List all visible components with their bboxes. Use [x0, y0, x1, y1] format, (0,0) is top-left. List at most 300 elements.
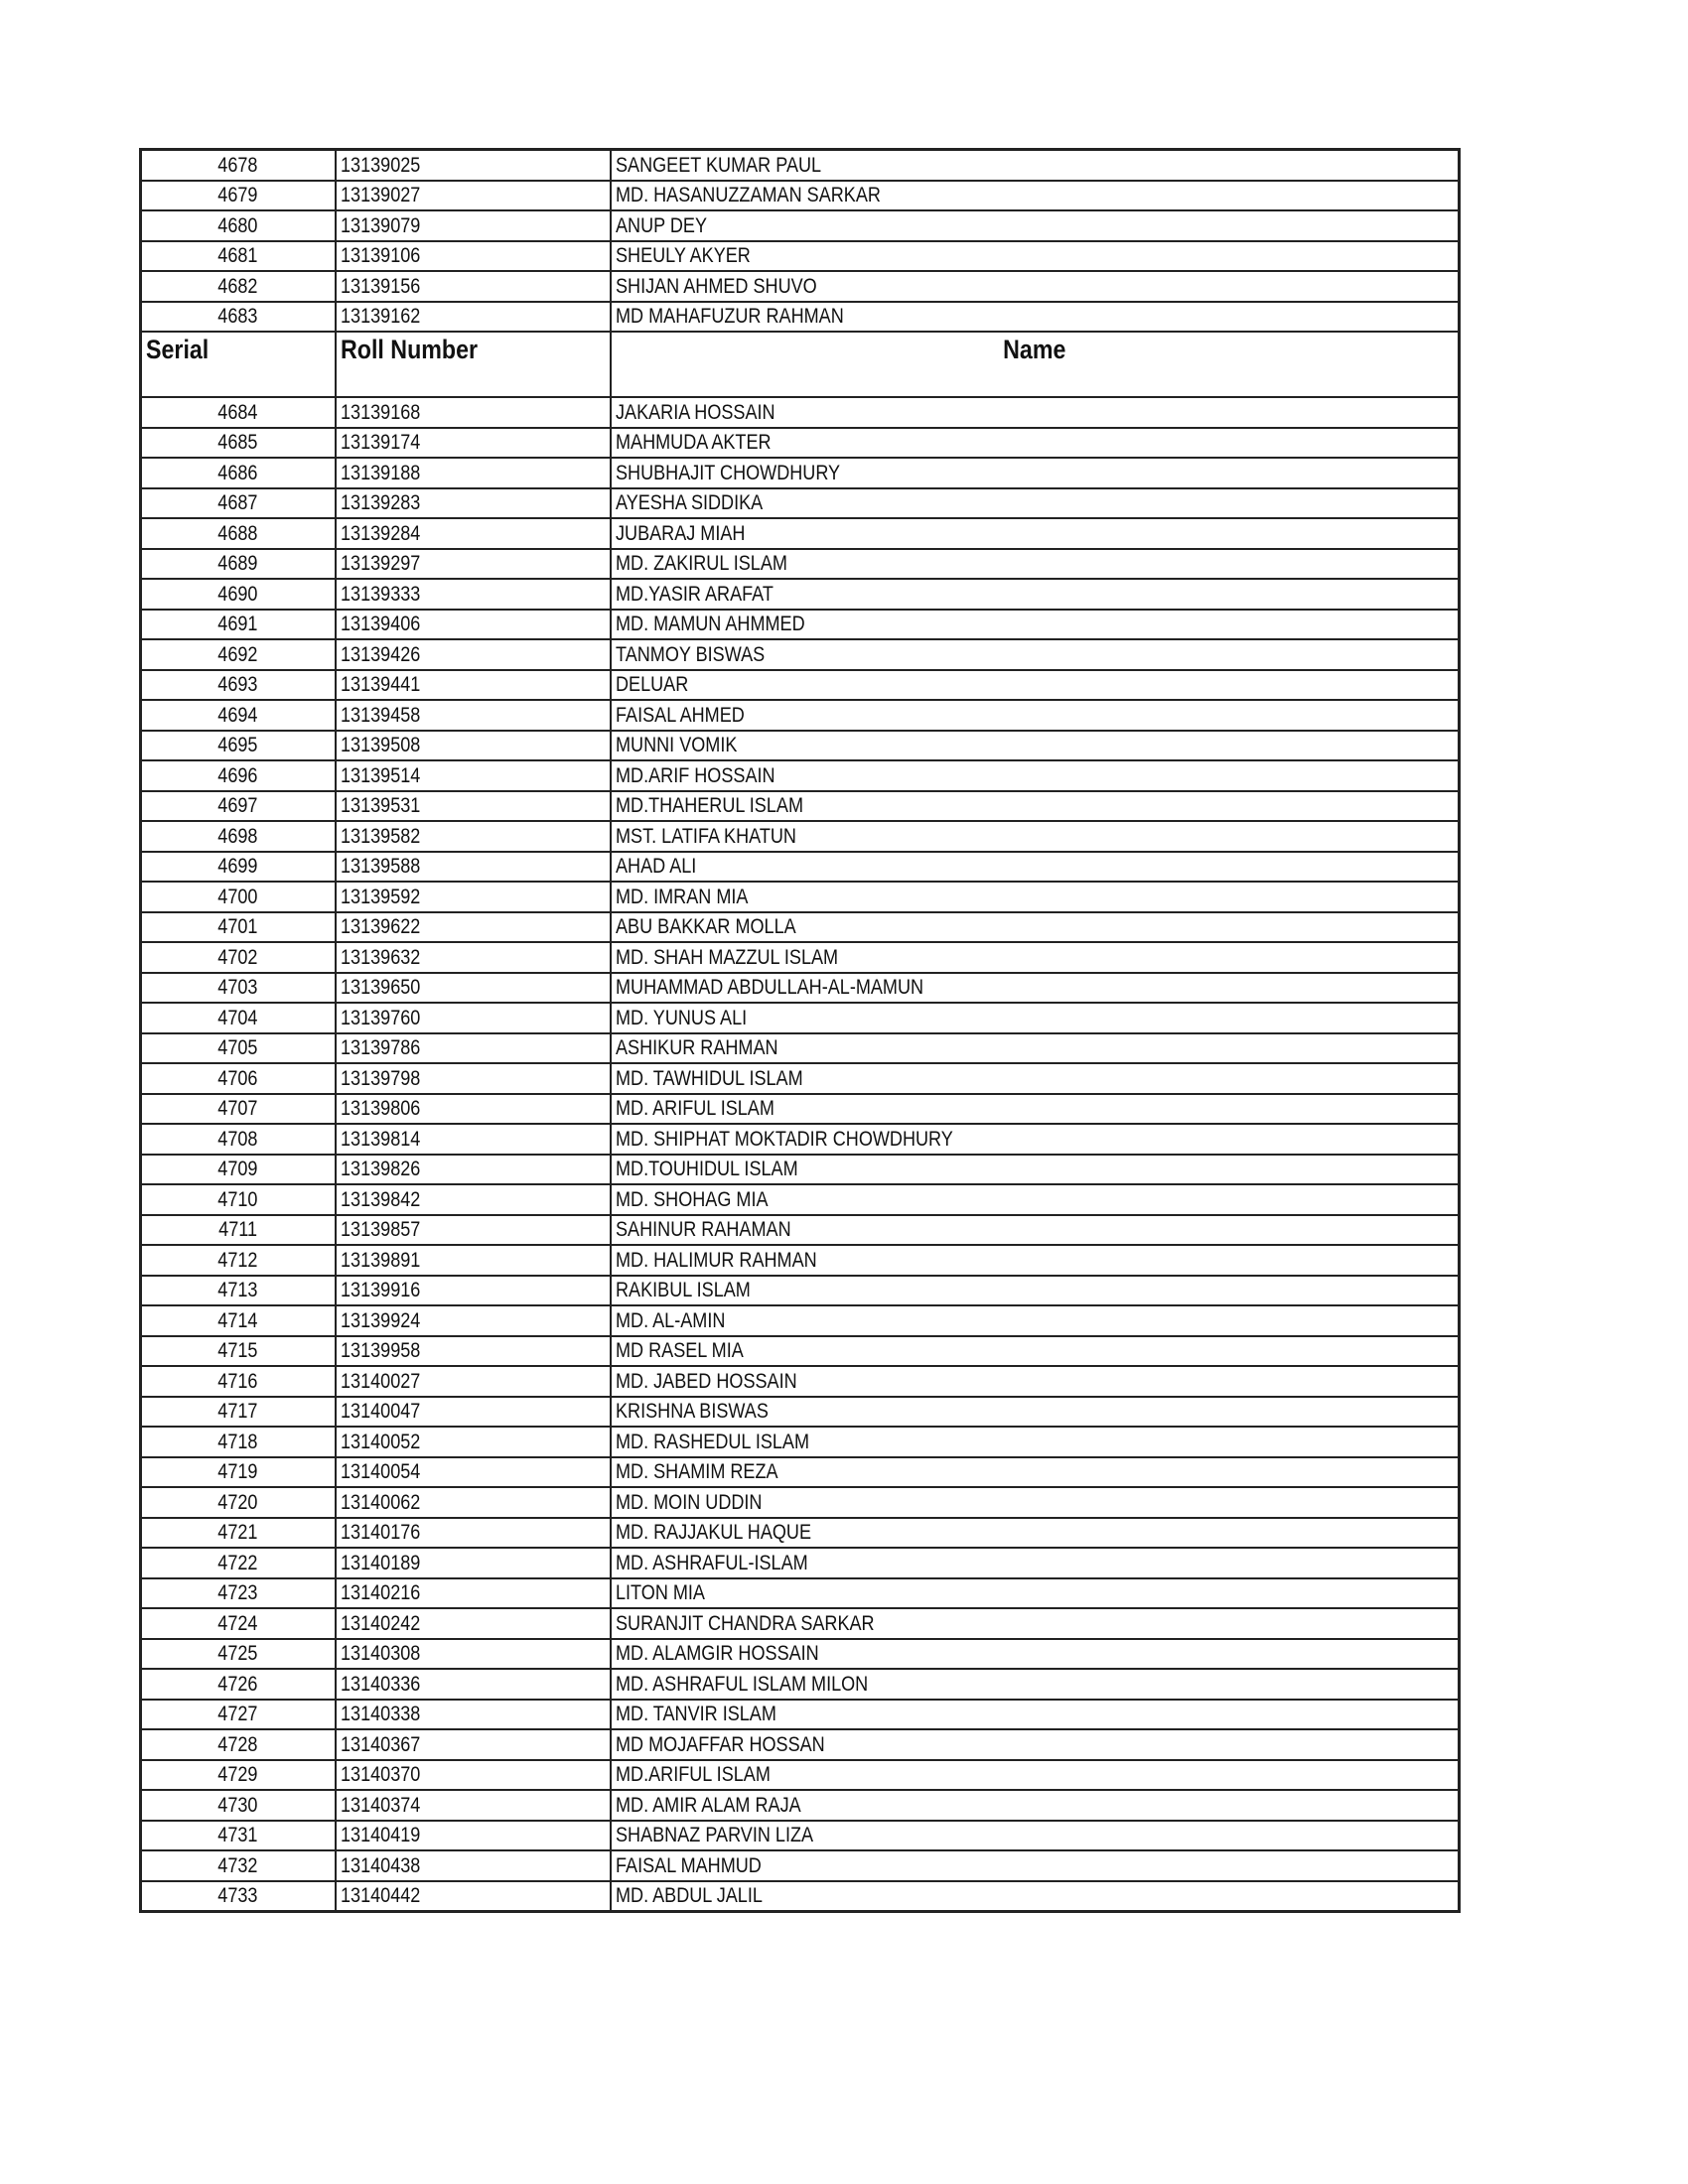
name-cell: [611, 181, 1460, 211]
serial-cell-text: 4678: [217, 153, 258, 177]
serial-cell: [141, 1215, 336, 1246]
name-cell: [611, 700, 1460, 731]
table-row: [141, 731, 1460, 761]
roll-number-cell: [336, 1305, 611, 1336]
roll-number-cell: [336, 1397, 611, 1428]
serial-cell: [141, 1457, 336, 1488]
name-cell-text: LITON MIA: [615, 1581, 705, 1605]
roll-number-cell: [336, 942, 611, 973]
table-row: [141, 1669, 1460, 1700]
roll-number-cell-text: 13139916: [340, 1279, 420, 1302]
serial-cell-text: 4714: [217, 1308, 258, 1332]
table-row: [141, 1124, 1460, 1155]
table-row: [141, 852, 1460, 883]
roll-number-cell: [336, 150, 611, 181]
serial-header: [141, 332, 336, 397]
serial-cell: [141, 210, 336, 241]
roll-number-cell: [336, 1184, 611, 1215]
serial-cell-text: 4723: [217, 1581, 258, 1605]
name-cell: [611, 639, 1460, 670]
roll-number-cell-text: 13139891: [340, 1248, 420, 1272]
name-cell-text: MD RASEL MIA: [615, 1339, 744, 1363]
name-cell-text: SHEULY AKYER: [615, 244, 751, 268]
name-cell-text: DELUAR: [615, 673, 688, 697]
roll-number-cell: [336, 731, 611, 761]
table-row: [141, 1397, 1460, 1428]
roll-number-cell-text: 13140419: [340, 1824, 420, 1847]
name-cell: [611, 458, 1460, 488]
serial-cell-text: 4719: [217, 1460, 258, 1484]
name-cell: [611, 397, 1460, 428]
roll-number-cell: [336, 852, 611, 883]
serial-cell: [141, 852, 336, 883]
roll-number-cell: [336, 1124, 611, 1155]
table-header: [141, 332, 1460, 397]
name-cell-text: RAKIBUL ISLAM: [615, 1279, 751, 1302]
serial-cell: [141, 760, 336, 791]
serial-cell: [141, 428, 336, 459]
serial-cell: [141, 1427, 336, 1457]
serial-cell: [141, 1245, 336, 1276]
roll-number-cell-text: 13139924: [340, 1308, 420, 1332]
table-row: [141, 1639, 1460, 1670]
name-cell: [611, 1729, 1460, 1760]
name-cell-text: MD. ARIFUL ISLAM: [615, 1097, 774, 1121]
roll-number-cell: [336, 271, 611, 302]
serial-cell-text: 4700: [217, 885, 258, 908]
table-row: [141, 181, 1460, 211]
serial-header-label: Serial: [146, 335, 210, 364]
roll-number-header: [336, 332, 611, 397]
name-cell: [611, 579, 1460, 610]
roll-number-cell: [336, 488, 611, 519]
serial-cell: [141, 1760, 336, 1791]
name-cell: [611, 1578, 1460, 1609]
serial-cell: [141, 1639, 336, 1670]
serial-cell: [141, 579, 336, 610]
table-row: [141, 1245, 1460, 1276]
name-cell-text: ANUP DEY: [615, 213, 707, 237]
roll-number-cell: [336, 1336, 611, 1367]
serial-cell-text: 4683: [217, 305, 258, 329]
serial-cell-text: 4716: [217, 1369, 258, 1393]
roll-number-cell-text: 13140054: [340, 1460, 420, 1484]
name-cell: [611, 731, 1460, 761]
roll-number-cell: [336, 1700, 611, 1730]
name-cell: [611, 1790, 1460, 1821]
name-cell-text: MD.ARIF HOSSAIN: [615, 763, 775, 787]
name-cell-text: KRISHNA BISWAS: [615, 1400, 769, 1424]
serial-cell: [141, 1578, 336, 1609]
roll-number-cell-text: 13139079: [340, 213, 420, 237]
name-cell: [611, 1518, 1460, 1549]
table-row: [141, 302, 1460, 333]
roll-number-cell-text: 13139168: [340, 400, 420, 424]
table-row: [141, 1729, 1460, 1760]
name-cell-text: MD. ALAMGIR HOSSAIN: [615, 1642, 819, 1666]
roll-number-cell: [336, 1608, 611, 1639]
serial-cell-text: 4693: [217, 673, 258, 697]
roll-number-cell: [336, 1821, 611, 1851]
serial-cell: [141, 1518, 336, 1549]
roll-number-cell-text: 13139174: [340, 431, 420, 455]
roll-number-cell: [336, 1518, 611, 1549]
serial-cell-text: 4712: [217, 1248, 258, 1272]
serial-cell: [141, 821, 336, 852]
table-row: [141, 1094, 1460, 1125]
serial-cell-text: 4699: [217, 855, 258, 879]
serial-cell-text: 4705: [217, 1036, 258, 1060]
name-cell-text: MD. SHAMIM REZA: [615, 1460, 778, 1484]
name-cell-text: MD. MAMUN AHMMED: [615, 613, 805, 636]
serial-cell: [141, 973, 336, 1004]
serial-cell-text: 4729: [217, 1763, 258, 1787]
serial-cell: [141, 1790, 336, 1821]
table-row: [141, 518, 1460, 549]
roll-number-cell-text: 13140338: [340, 1703, 420, 1726]
roll-number-cell-text: 13140062: [340, 1490, 420, 1514]
serial-cell: [141, 458, 336, 488]
name-cell-text: SANGEET KUMAR PAUL: [615, 153, 821, 177]
roll-number-cell: [336, 1729, 611, 1760]
name-cell: [611, 821, 1460, 852]
serial-cell: [141, 1700, 336, 1730]
serial-cell: [141, 397, 336, 428]
roll-number-cell: [336, 1366, 611, 1397]
table-row: [141, 973, 1460, 1004]
table-row: [141, 1366, 1460, 1397]
table-row: [141, 579, 1460, 610]
name-cell: [611, 1700, 1460, 1730]
name-cell-text: MD. RASHEDUL ISLAM: [615, 1430, 809, 1453]
table-row: [141, 1003, 1460, 1033]
name-cell-text: MD.TOUHIDUL ISLAM: [615, 1158, 798, 1181]
roll-number-cell-text: 13139284: [340, 521, 420, 545]
serial-cell-text: 4713: [217, 1279, 258, 1302]
roll-number-cell: [336, 1094, 611, 1125]
serial-cell-text: 4701: [217, 915, 258, 939]
roll-number-cell-text: 13139826: [340, 1158, 420, 1181]
serial-cell-text: 4688: [217, 521, 258, 545]
serial-cell-text: 4695: [217, 734, 258, 757]
header-row: [141, 332, 1460, 397]
serial-cell: [141, 549, 336, 580]
name-cell: [611, 1003, 1460, 1033]
serial-cell-text: 4682: [217, 274, 258, 298]
name-cell: [611, 1669, 1460, 1700]
roll-number-cell-text: 13139582: [340, 824, 420, 848]
serial-cell-text: 4708: [217, 1127, 258, 1151]
roll-number-cell-text: 13139588: [340, 855, 420, 879]
name-cell: [611, 610, 1460, 640]
name-cell-text: MD. AMIR ALAM RAJA: [615, 1793, 801, 1817]
table-row: [141, 1184, 1460, 1215]
roll-number-cell: [336, 973, 611, 1004]
name-cell: [611, 1608, 1460, 1639]
roll-number-cell: [336, 181, 611, 211]
name-cell: [611, 518, 1460, 549]
roll-number-cell: [336, 1548, 611, 1578]
roll-number-cell: [336, 210, 611, 241]
serial-cell: [141, 271, 336, 302]
name-cell: [611, 1276, 1460, 1306]
roll-number-cell: [336, 1790, 611, 1821]
roll-number-cell-text: 13139188: [340, 461, 420, 484]
roll-number-cell-text: 13139156: [340, 274, 420, 298]
name-cell: [611, 1850, 1460, 1881]
serial-cell-text: 4681: [217, 244, 258, 268]
name-cell: [611, 1033, 1460, 1064]
name-cell-text: MD.THAHERUL ISLAM: [615, 794, 803, 818]
serial-cell-text: 4722: [217, 1551, 258, 1574]
table-row: [141, 1427, 1460, 1457]
serial-cell-text: 4679: [217, 184, 258, 207]
serial-cell-text: 4702: [217, 945, 258, 969]
roll-number-cell-text: 13139798: [340, 1066, 420, 1090]
name-cell-text: AYESHA SIDDIKA: [615, 491, 763, 515]
serial-cell-text: 4731: [217, 1824, 258, 1847]
roll-number-cell-text: 13139814: [340, 1127, 420, 1151]
roll-number-cell: [336, 1669, 611, 1700]
name-cell: [611, 1760, 1460, 1791]
serial-cell-text: 4707: [217, 1097, 258, 1121]
table-row: [141, 397, 1460, 428]
table-row: [141, 1790, 1460, 1821]
name-cell-text: MD. TANVIR ISLAM: [615, 1703, 776, 1726]
serial-cell-text: 4724: [217, 1611, 258, 1635]
name-cell: [611, 1821, 1460, 1851]
table-row: [141, 1578, 1460, 1609]
serial-cell: [141, 639, 336, 670]
table-row: [141, 610, 1460, 640]
name-cell-text: MD. AL-AMIN: [615, 1308, 725, 1332]
serial-cell-text: 4686: [217, 461, 258, 484]
roll-number-cell: [336, 579, 611, 610]
roll-number-cell-text: 13139508: [340, 734, 420, 757]
table-row: [141, 1033, 1460, 1064]
name-cell: [611, 1639, 1460, 1670]
name-cell: [611, 1124, 1460, 1155]
serial-cell-text: 4703: [217, 976, 258, 1000]
name-cell-text: MD.ARIFUL ISLAM: [615, 1763, 771, 1787]
table-row: [141, 1518, 1460, 1549]
name-cell: [611, 1336, 1460, 1367]
table-row: [141, 760, 1460, 791]
table-row: [141, 1305, 1460, 1336]
serial-cell: [141, 241, 336, 272]
name-cell-text: MD. TAWHIDUL ISLAM: [615, 1066, 803, 1090]
name-cell-text: TANMOY BISWAS: [615, 642, 765, 666]
serial-cell-text: 4709: [217, 1158, 258, 1181]
name-cell: [611, 241, 1460, 272]
roll-number-cell-text: 13139806: [340, 1097, 420, 1121]
roll-number-cell: [336, 1063, 611, 1094]
table-row: [141, 670, 1460, 701]
serial-cell: [141, 1729, 336, 1760]
table-row: [141, 1548, 1460, 1578]
roll-number-cell: [336, 1155, 611, 1185]
serial-cell: [141, 1063, 336, 1094]
serial-cell: [141, 1305, 336, 1336]
roll-number-cell-text: 13140442: [340, 1884, 420, 1908]
name-cell: [611, 942, 1460, 973]
serial-cell-text: 4718: [217, 1430, 258, 1453]
roll-number-cell: [336, 760, 611, 791]
serial-cell: [141, 518, 336, 549]
name-cell-text: MD. JABED HOSSAIN: [615, 1369, 797, 1393]
roll-number-cell-text: 13139441: [340, 673, 420, 697]
table-row: [141, 210, 1460, 241]
roll-number-cell: [336, 1033, 611, 1064]
roll-number-cell-text: 13139025: [340, 153, 420, 177]
roll-number-cell-text: 13139857: [340, 1218, 420, 1242]
name-cell-text: JUBARAJ MIAH: [615, 521, 745, 545]
serial-cell: [141, 1184, 336, 1215]
roll-number-cell: [336, 1276, 611, 1306]
serial-cell-text: 4694: [217, 703, 258, 727]
roll-number-cell-text: 13140370: [340, 1763, 420, 1787]
serial-cell: [141, 302, 336, 333]
roll-number-cell: [336, 791, 611, 822]
name-cell: [611, 1094, 1460, 1125]
roll-number-cell: [336, 1457, 611, 1488]
serial-cell-text: 4690: [217, 582, 258, 606]
roll-number-cell: [336, 882, 611, 912]
name-cell-text: MD. ABDUL JALIL: [615, 1884, 763, 1908]
roll-number-cell: [336, 1245, 611, 1276]
name-cell: [611, 1305, 1460, 1336]
roll-number-cell-text: 13139632: [340, 945, 420, 969]
serial-cell: [141, 1487, 336, 1518]
table-row: [141, 1457, 1460, 1488]
serial-cell-text: 4727: [217, 1703, 258, 1726]
roll-number-cell-text: 13139531: [340, 794, 420, 818]
table-row: [141, 1215, 1460, 1246]
serial-cell-text: 4684: [217, 400, 258, 424]
serial-cell-text: 4711: [218, 1218, 258, 1242]
name-cell: [611, 488, 1460, 519]
roll-number-cell-text: 13139786: [340, 1036, 420, 1060]
roll-number-cell: [336, 1760, 611, 1791]
serial-cell: [141, 150, 336, 181]
serial-cell-text: 4725: [217, 1642, 258, 1666]
name-cell: [611, 271, 1460, 302]
name-cell-text: MD. SHIPHAT MOKTADIR CHOWDHURY: [615, 1127, 953, 1151]
serial-cell-text: 4726: [217, 1672, 258, 1696]
name-cell: [611, 1063, 1460, 1094]
name-cell-text: MUHAMMAD ABDULLAH-AL-MAMUN: [615, 976, 923, 1000]
serial-cell-text: 4710: [217, 1187, 258, 1211]
serial-cell: [141, 942, 336, 973]
roll-number-cell-text: 13140367: [340, 1732, 420, 1756]
roll-number-cell: [336, 639, 611, 670]
roll-number-cell-text: 13139958: [340, 1339, 420, 1363]
name-cell-text: ASHIKUR RAHMAN: [615, 1036, 778, 1060]
roll-number-cell: [336, 458, 611, 488]
table-row: [141, 458, 1460, 488]
serial-cell-text: 4685: [217, 431, 258, 455]
table-row: [141, 150, 1460, 181]
serial-cell-text: 4732: [217, 1853, 258, 1877]
name-cell-text: MD. MOIN UDDIN: [615, 1490, 762, 1514]
serial-cell: [141, 791, 336, 822]
serial-cell: [141, 1003, 336, 1033]
name-cell-text: SAHINUR RAHAMAN: [615, 1218, 791, 1242]
name-cell-text: SHABNAZ PARVIN LIZA: [615, 1824, 813, 1847]
roll-number-cell-text: 13139426: [340, 642, 420, 666]
name-cell-text: ABU BAKKAR MOLLA: [615, 915, 796, 939]
table-row: [141, 912, 1460, 943]
table-row: [141, 700, 1460, 731]
name-cell: [611, 1215, 1460, 1246]
name-cell: [611, 791, 1460, 822]
roll-number-cell: [336, 302, 611, 333]
serial-cell: [141, 610, 336, 640]
serial-cell-text: 4706: [217, 1066, 258, 1090]
roll-number-cell-text: 13139842: [340, 1187, 420, 1211]
name-cell: [611, 549, 1460, 580]
name-cell: [611, 670, 1460, 701]
roll-table: [139, 148, 1461, 1913]
name-cell-text: MD MAHAFUZUR RAHMAN: [615, 305, 844, 329]
serial-cell-text: 4691: [217, 613, 258, 636]
serial-cell: [141, 1881, 336, 1912]
serial-cell-text: 4680: [217, 213, 258, 237]
name-cell-text: MD. ASHRAFUL ISLAM MILON: [615, 1672, 868, 1696]
table-row: [141, 271, 1460, 302]
roll-number-cell: [336, 549, 611, 580]
serial-cell: [141, 1821, 336, 1851]
serial-cell: [141, 1850, 336, 1881]
roll-number-cell-text: 13139406: [340, 613, 420, 636]
name-cell-text: MD MOJAFFAR HOSSAN: [615, 1732, 825, 1756]
table-row: [141, 639, 1460, 670]
serial-cell-text: 4698: [217, 824, 258, 848]
name-cell: [611, 1366, 1460, 1397]
table-row: [141, 1336, 1460, 1367]
serial-cell-text: 4730: [217, 1793, 258, 1817]
name-cell-text: MD. ASHRAFUL-ISLAM: [615, 1551, 808, 1574]
table-row: [141, 1850, 1460, 1881]
roll-number-cell: [336, 821, 611, 852]
table-row: [141, 1700, 1460, 1730]
name-cell: [611, 912, 1460, 943]
serial-cell: [141, 700, 336, 731]
roll-number-cell-text: 13139760: [340, 1006, 420, 1029]
roll-number-cell-text: 13140176: [340, 1521, 420, 1545]
serial-cell: [141, 1669, 336, 1700]
roll-number-cell: [336, 1639, 611, 1670]
serial-cell-text: 4692: [217, 642, 258, 666]
serial-cell: [141, 1366, 336, 1397]
serial-cell-text: 4717: [217, 1400, 258, 1424]
table-row: [141, 1821, 1460, 1851]
roll-number-cell-text: 13139283: [340, 491, 420, 515]
name-cell: [611, 150, 1460, 181]
rows-after-header: [141, 397, 1460, 1912]
table-row: [141, 428, 1460, 459]
serial-cell: [141, 670, 336, 701]
serial-cell: [141, 1094, 336, 1125]
name-cell: [611, 760, 1460, 791]
roll-number-cell-text: 13140027: [340, 1369, 420, 1393]
roll-number-cell-text: 13140438: [340, 1853, 420, 1877]
name-header: [611, 332, 1460, 397]
name-cell-text: SHUBHAJIT CHOWDHURY: [615, 461, 840, 484]
serial-cell-text: 4715: [217, 1339, 258, 1363]
name-cell-text: MD. HALIMUR RAHMAN: [615, 1248, 817, 1272]
serial-cell-text: 4687: [217, 491, 258, 515]
